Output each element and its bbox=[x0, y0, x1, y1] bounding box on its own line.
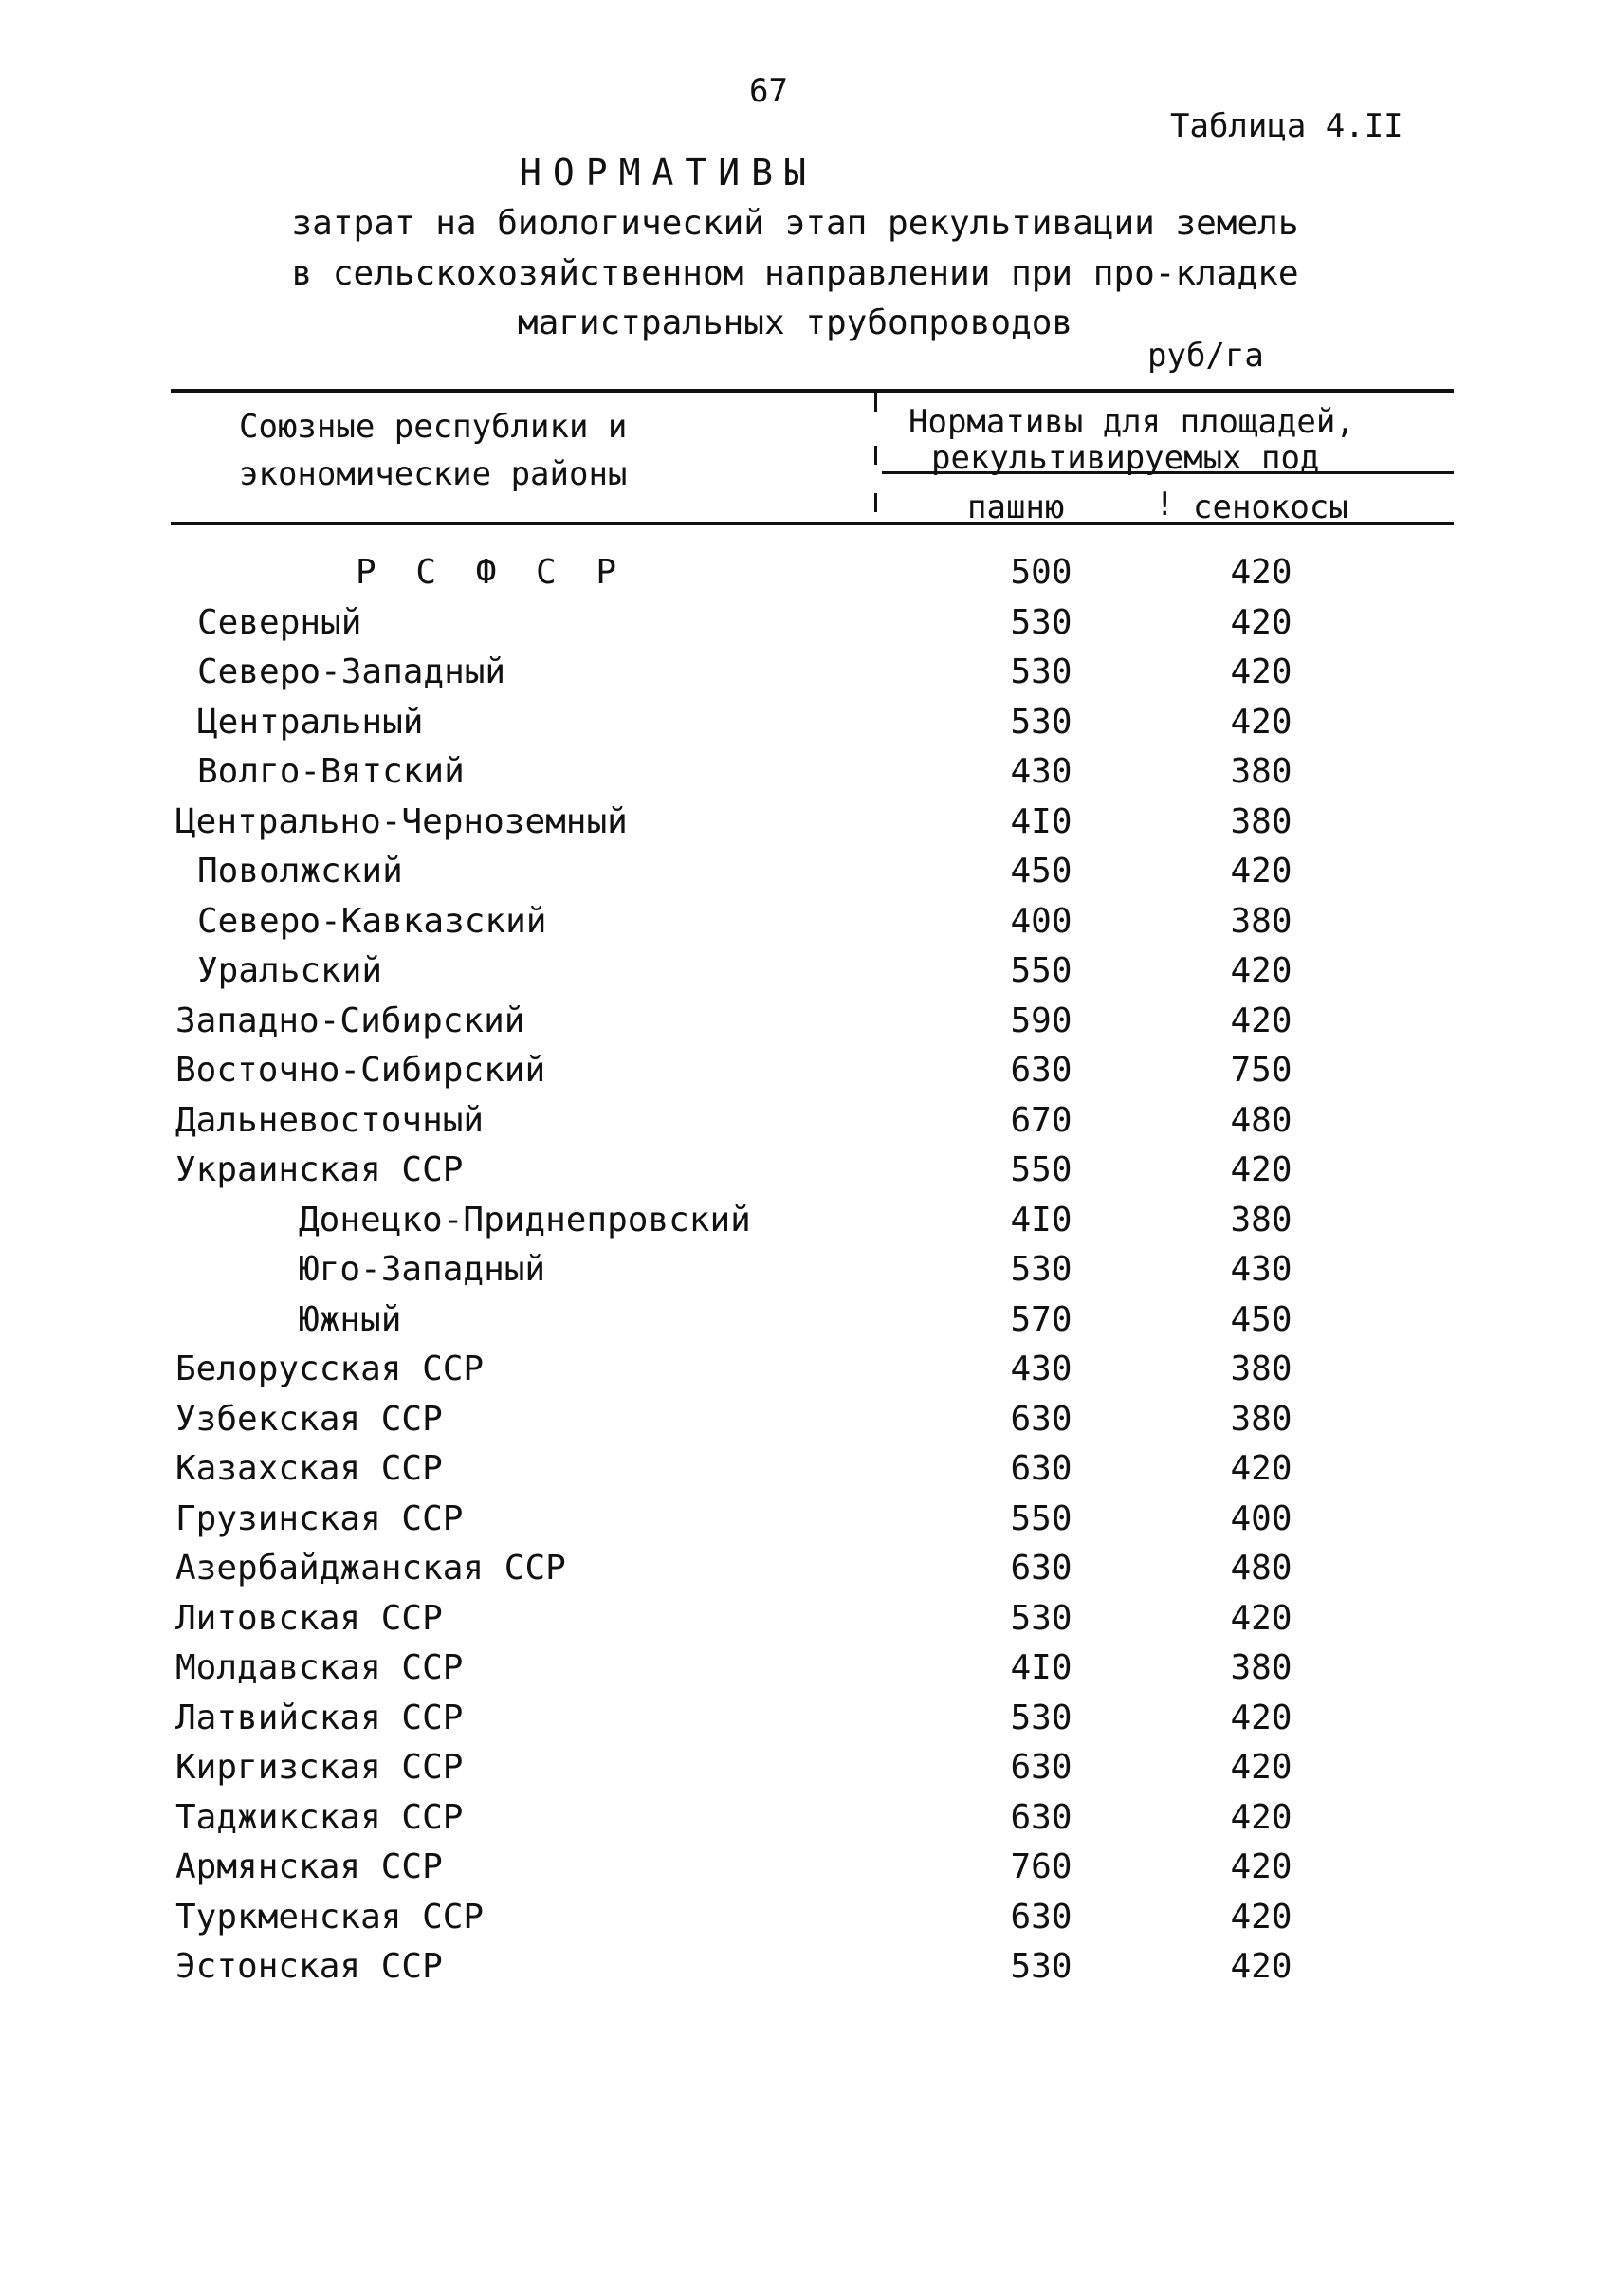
row-name: Западно-Сибирский bbox=[175, 1001, 525, 1040]
header-divider bbox=[874, 393, 877, 412]
row-name: Волго-Вятский bbox=[197, 752, 465, 791]
header-col-separator: ! bbox=[1155, 486, 1175, 523]
row-arable-value: 400 bbox=[1010, 902, 1072, 941]
row-hay-value: 380 bbox=[1230, 802, 1292, 841]
row-hay-value: 420 bbox=[1230, 951, 1292, 990]
row-name: Латвийская ССР bbox=[175, 1699, 464, 1737]
row-name: Армянская ССР bbox=[175, 1847, 443, 1886]
row-hay-value: 430 bbox=[1230, 1250, 1292, 1289]
row-name: Украинская ССР bbox=[175, 1150, 464, 1189]
row-name: Юго-Западный bbox=[299, 1250, 546, 1289]
header-norms-line-1: Нормативы для площадей, bbox=[908, 403, 1355, 441]
row-arable-value: 450 bbox=[1010, 852, 1072, 891]
header-region-line-1: Союзные республики и bbox=[239, 408, 628, 446]
row-name: Киргизская ССР bbox=[175, 1748, 464, 1787]
row-hay-value: 380 bbox=[1230, 752, 1292, 791]
row-arable-value: 530 bbox=[1010, 703, 1072, 742]
row-hay-value: 400 bbox=[1230, 1499, 1292, 1538]
row-hay-value: 420 bbox=[1230, 1599, 1292, 1638]
row-hay-value: 420 bbox=[1230, 1150, 1292, 1189]
row-hay-value: 420 bbox=[1230, 1798, 1292, 1837]
row-hay-value: 420 bbox=[1230, 1449, 1292, 1488]
table-top-rule bbox=[171, 389, 1454, 393]
row-hay-value: 750 bbox=[1230, 1051, 1292, 1090]
row-name: Молдавская ССР bbox=[175, 1648, 464, 1687]
row-hay-value: 380 bbox=[1230, 1201, 1292, 1240]
row-name: Северо-Кавказский bbox=[197, 902, 547, 941]
row-hay-value: 420 bbox=[1230, 603, 1292, 642]
row-hay-value: 420 bbox=[1230, 1847, 1292, 1886]
row-hay-value: 480 bbox=[1230, 1549, 1292, 1588]
row-name: Северо-Западный bbox=[197, 652, 506, 691]
subtitle-line-2: в сельскохозяйственном направлении при про-кладке bbox=[291, 254, 1299, 293]
row-arable-value: 530 bbox=[1010, 1250, 1072, 1289]
row-name: Р С Ф С Р bbox=[356, 553, 627, 592]
row-name: Поволжский bbox=[197, 852, 403, 891]
row-name: Грузинская ССР bbox=[175, 1499, 464, 1538]
row-hay-value: 380 bbox=[1230, 1350, 1292, 1388]
row-name: Таджикская ССР bbox=[175, 1798, 464, 1837]
row-arable-value: 760 bbox=[1010, 1847, 1072, 1886]
row-name: Центральный bbox=[197, 703, 424, 742]
row-name: Южный bbox=[299, 1300, 402, 1339]
header-col-hay: сенокосы bbox=[1193, 488, 1348, 526]
row-arable-value: 4I0 bbox=[1010, 1648, 1072, 1687]
row-arable-value: 530 bbox=[1010, 603, 1072, 642]
row-arable-value: 550 bbox=[1010, 1150, 1072, 1189]
row-arable-value: 530 bbox=[1010, 1599, 1072, 1638]
row-hay-value: 480 bbox=[1230, 1101, 1292, 1140]
row-arable-value: 530 bbox=[1010, 1699, 1072, 1737]
row-name: Белорусская ССР bbox=[175, 1350, 485, 1388]
row-name: Дальневосточный bbox=[175, 1101, 485, 1140]
row-hay-value: 420 bbox=[1230, 652, 1292, 691]
page-number: 67 bbox=[749, 72, 788, 110]
row-name: Северный bbox=[197, 603, 362, 642]
row-name: Туркменская ССР bbox=[175, 1898, 485, 1937]
row-arable-value: 550 bbox=[1010, 1499, 1072, 1538]
row-name: Восточно-Сибирский bbox=[175, 1051, 546, 1090]
row-arable-value: 570 bbox=[1010, 1300, 1072, 1339]
header-norms-line-2: рекультивируемых под bbox=[931, 439, 1320, 477]
row-hay-value: 420 bbox=[1230, 1898, 1292, 1937]
row-hay-value: 420 bbox=[1230, 1748, 1292, 1787]
row-hay-value: 420 bbox=[1230, 703, 1292, 742]
row-arable-value: 530 bbox=[1010, 1947, 1072, 1986]
row-hay-value: 420 bbox=[1230, 1001, 1292, 1040]
table-label: Таблица 4.II bbox=[1170, 107, 1403, 145]
units-label: руб/га bbox=[1147, 337, 1264, 375]
row-name: Уральский bbox=[197, 951, 383, 990]
row-arable-value: 630 bbox=[1010, 1549, 1072, 1588]
row-hay-value: 450 bbox=[1230, 1300, 1292, 1339]
row-hay-value: 380 bbox=[1230, 902, 1292, 941]
row-arable-value: 4I0 bbox=[1010, 1201, 1072, 1240]
row-arable-value: 630 bbox=[1010, 1400, 1072, 1439]
header-divider bbox=[874, 446, 877, 465]
row-arable-value: 630 bbox=[1010, 1449, 1072, 1488]
row-hay-value: 420 bbox=[1230, 553, 1292, 592]
header-region-line-2: экономические районы bbox=[239, 455, 628, 493]
subtitle-line-3: магистральных трубопроводов bbox=[517, 303, 1073, 342]
row-name: Эстонская ССР bbox=[175, 1947, 443, 1986]
header-divider bbox=[874, 493, 877, 512]
row-name: Центрально-Черноземный bbox=[175, 802, 628, 841]
row-name: Казахская ССР bbox=[175, 1449, 443, 1488]
row-name: Азербайджанская ССР bbox=[175, 1549, 566, 1588]
row-name: Узбекская ССР bbox=[175, 1400, 443, 1439]
row-arable-value: 630 bbox=[1010, 1798, 1072, 1837]
row-arable-value: 430 bbox=[1010, 1350, 1072, 1388]
row-hay-value: 420 bbox=[1230, 1699, 1292, 1737]
header-col-arable: пашню bbox=[967, 488, 1065, 526]
row-arable-value: 630 bbox=[1010, 1051, 1072, 1090]
subtitle-line-1: затрат на биологический этап рекультивации земель bbox=[291, 204, 1299, 243]
row-arable-value: 4I0 bbox=[1010, 802, 1072, 841]
row-arable-value: 500 bbox=[1010, 553, 1072, 592]
row-hay-value: 380 bbox=[1230, 1400, 1292, 1439]
row-hay-value: 420 bbox=[1230, 852, 1292, 891]
row-arable-value: 550 bbox=[1010, 951, 1072, 990]
row-name: Литовская ССР bbox=[175, 1599, 443, 1638]
row-hay-value: 420 bbox=[1230, 1947, 1292, 1986]
page-title: НОРМАТИВЫ bbox=[520, 152, 817, 193]
row-name: Донецко-Приднепровский bbox=[299, 1201, 751, 1240]
row-arable-value: 590 bbox=[1010, 1001, 1072, 1040]
row-arable-value: 530 bbox=[1010, 652, 1072, 691]
row-arable-value: 430 bbox=[1010, 752, 1072, 791]
row-arable-value: 630 bbox=[1010, 1748, 1072, 1787]
row-arable-value: 630 bbox=[1010, 1898, 1072, 1937]
row-hay-value: 380 bbox=[1230, 1648, 1292, 1687]
row-arable-value: 670 bbox=[1010, 1101, 1072, 1140]
